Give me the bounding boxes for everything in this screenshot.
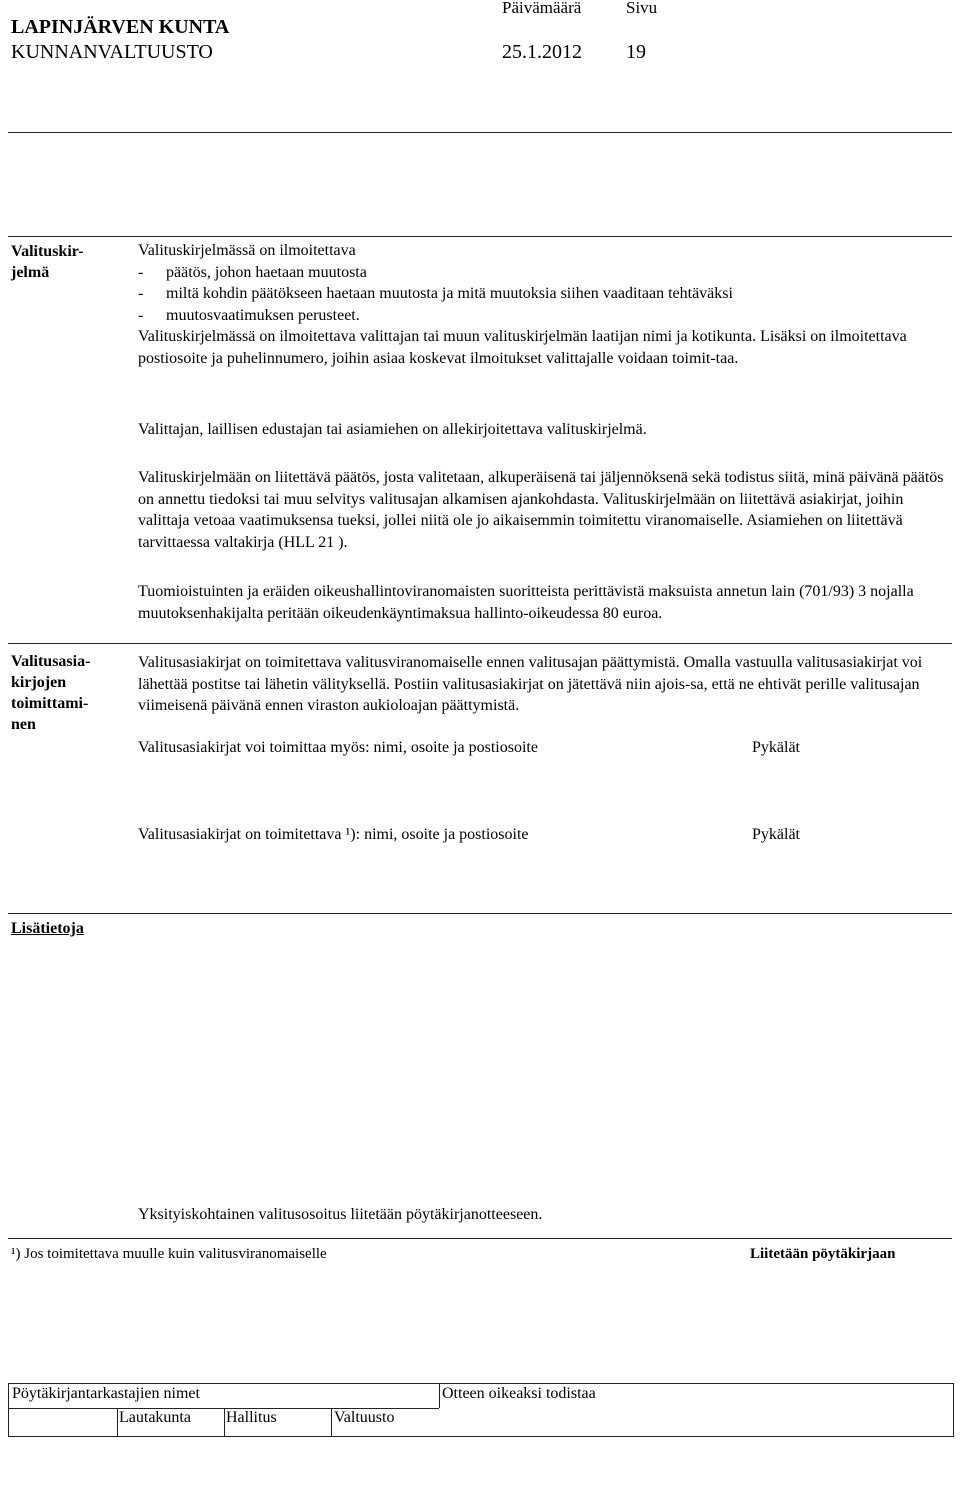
section-label-line: Valitusasia- xyxy=(11,653,91,670)
paragraph-court-fee: Tuomioistuinten ja eräiden oikeushallintoviranomaisten suoritteista perittävistä maksuista annetun lain (701/93) 3 nojalla muutoksenhakijalta peritään oikeudenkäyntimaksua hallinto-oikeudessa 80 euroa. xyxy=(138,583,914,622)
list-item: - miltä kohdin päätökseen haetaan muutosta ja mitä muutoksia siihen vaaditaan tehtäväksi xyxy=(138,283,950,305)
table-header-reviewers: Pöytäkirjantarkastajien nimet xyxy=(12,1385,200,1402)
list-item-text: miltä kohdin päätökseen haetaan muutosta ja mitä muutoksia siihen vaaditaan tehtäväksi xyxy=(166,285,733,302)
paragraph-attachments: Valituskirjelmään on liitettävä päätös, josta valitetaan, alkuperäisenä tai jäljennöksenä sekä todistus siitä, minä päivänä päätös on annettu tiedoksi tai muu selvitys valitusajan alkamisen ajankohdasta. Valituskirjelmään on liitettävä asiakirjat, joihin valittaja vetoaa vaatimuksensa tueksi, jollei niitä ole jo aikaisemmin toimitettu viranomaiselle. Asiamiehen on liitettävä tarvittaessa valtakirja (HLL 21 ). xyxy=(138,469,944,551)
footnote: ¹) Jos toimitettava muulle kuin valitusviranomaiselle xyxy=(11,1246,327,1262)
attached-to-minutes: Liitetään pöytäkirjaan xyxy=(750,1246,896,1262)
table-header-certified: Otteen oikeaksi todistaa xyxy=(442,1385,596,1402)
signature-table xyxy=(8,1383,954,1437)
section-label-line: jelmä xyxy=(11,264,50,281)
delivery-line-1: Valitusasiakirjat voi toimittaa myös: nimi, osoite ja postiosoite xyxy=(138,739,538,756)
section-label-valituskirjelma xyxy=(11,241,84,283)
valituskirjelma-content xyxy=(138,240,950,369)
intro-line: Valituskirjelmässä on ilmoitettava xyxy=(138,242,356,259)
table-divider xyxy=(331,1408,332,1436)
section-label-line: toimittami- xyxy=(11,695,89,712)
table-divider xyxy=(224,1408,225,1436)
page-number: 19 xyxy=(626,41,646,63)
council-name: KUNNANVALTUUSTO xyxy=(11,41,213,63)
delivery-line-2-sections: Pykälät xyxy=(752,826,800,843)
table-col-valtuusto: Valtuusto xyxy=(334,1409,395,1426)
table-divider xyxy=(117,1408,118,1436)
header-divider xyxy=(8,132,952,133)
delivery-line-2: Valitusasiakirjat on toimitettava ¹): nimi, osoite ja postiosoite xyxy=(138,826,529,843)
paragraph-sender-info: Valituskirjelmässä on ilmoitettava valittajan tai muun valituskirjelmän laatijan nimi ja kotikunta. Lisäksi on ilmoitettava postiosoite ja puhelinnumero, joihin asiaa koskevat ilmoitukset valittajalle voidaan toimit-taa. xyxy=(138,328,907,367)
section-divider xyxy=(8,913,952,914)
paragraph-delivery: Valitusasiakirjat on toimitettava valitusviranomaiselle ennen valitusajan päättymistä. Omalla vastuulla valitusasiakirjat voi lähettää postitse tai lähetin välityksellä. Postiin valitusasiakirjat on jätettävä niin ajois-sa, että ne ehtivät perille valitusajan viimeisenä päivänä ennen viraston aukioloajan päättymistä. xyxy=(138,654,923,714)
list-item-text: muutosvaatimuksen perusteet. xyxy=(166,306,360,324)
delivery-line-1-sections: Pykälät xyxy=(752,739,800,756)
section-divider xyxy=(8,236,952,237)
paragraph-signature: Valittajan, laillisen edustajan tai asiamiehen on allekirjoitettava valituskirjelmä. xyxy=(138,421,647,438)
section-label-toimittaminen xyxy=(11,651,90,735)
section-label-line: kirjojen xyxy=(11,674,67,691)
table-divider xyxy=(439,1384,440,1408)
section-label-line: nen xyxy=(11,716,36,733)
section-label-line: Valituskir- xyxy=(11,243,84,260)
page-label: Sivu xyxy=(626,0,658,17)
date-label: Päivämäärä xyxy=(502,0,582,17)
list-item: - päätös, johon haetaan muutosta xyxy=(138,262,950,284)
detail-appeal-line: Yksityiskohtainen valitusosoitus liitetään pöytäkirjanotteeseen. xyxy=(138,1206,543,1223)
table-col-hallitus: Hallitus xyxy=(226,1409,277,1426)
section-divider xyxy=(8,1238,952,1239)
section-divider xyxy=(8,643,952,644)
list-item: - muutosvaatimuksen perusteet. xyxy=(138,305,950,327)
table-col-lautakunta: Lautakunta xyxy=(119,1409,191,1426)
lisatietoja-heading: Lisätietoja xyxy=(11,920,84,937)
date-value: 25.1.2012 xyxy=(502,41,582,63)
list-item-text: päätös, johon haetaan muutosta xyxy=(166,263,367,281)
organization-name: LAPINJÄRVEN KUNTA xyxy=(11,16,230,38)
